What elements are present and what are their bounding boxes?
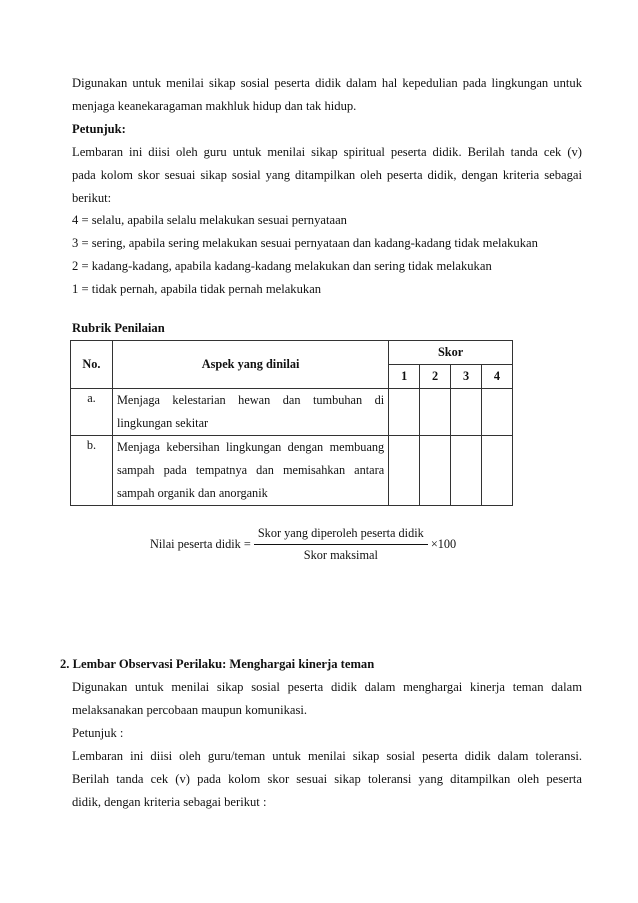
aspek-line: lingkungan sekitar xyxy=(116,416,209,430)
formula-lhs: Nilai peserta didik = xyxy=(150,537,251,551)
section2-line-1: Digunakan untuk menilai sikap sosial peserta didik dalam menghargai kinerja teman dalam xyxy=(72,680,582,694)
score-col-3: 3 xyxy=(451,365,482,389)
petunjuk-line-3: berikut: xyxy=(72,191,112,205)
score-cell[interactable] xyxy=(451,436,482,506)
score-cell[interactable] xyxy=(451,389,482,436)
row-aspek xyxy=(112,389,388,436)
score-cell[interactable] xyxy=(482,389,513,436)
petunjuk-line-1: Lembaran ini diisi oleh guru untuk menilai sikap spiritual peserta didik. Berilah tanda cek (v) xyxy=(72,145,582,159)
aspek-line: sampah organik dan anorganik xyxy=(116,486,268,500)
score-cell[interactable] xyxy=(420,389,451,436)
intro-line-1: Digunakan untuk menilai sikap sosial peserta didik dalam hal kepedulian pada lingkungan untuk xyxy=(72,76,582,90)
row-no: a. xyxy=(71,389,113,436)
score-cell[interactable] xyxy=(420,436,451,506)
petunjuk-line-2: pada kolom skor sesuai sikap sosial yang ditampilkan oleh peserta didik, dengan kriteria sebagai xyxy=(72,168,582,182)
section2-petunjuk-line-2: Berilah tanda cek (v) pada kolom skor sesuai sikap toleransi yang ditampilkan oleh peserta xyxy=(72,772,582,786)
section2-heading: 2. Lembar Observasi Perilaku: Menghargai kinerja teman xyxy=(60,657,375,671)
criteria-1: 1 = tidak pernah, apabila tidak pernah melakukan xyxy=(72,282,322,296)
section2-petunjuk-line-3: didik, dengan kriteria sebagai berikut : xyxy=(72,795,267,809)
rubrik-heading: Rubrik Penilaian xyxy=(72,321,165,335)
rubrik-table xyxy=(70,340,513,506)
row-aspek xyxy=(112,436,388,506)
criteria-3: 3 = sering, apabila sering melakukan sesuai pernyataan dan kadang-kadang tidak melakukan xyxy=(72,236,538,250)
petunjuk-heading: Petunjuk: xyxy=(72,122,126,136)
table-row xyxy=(71,389,513,436)
score-cell[interactable] xyxy=(482,436,513,506)
section2-petunjuk-line-1: Lembaran ini diisi oleh guru/teman untuk menilai sikap sosial peserta didik dalam toleransi. xyxy=(72,749,582,763)
section2-line-2: melaksanakan percobaan maupun komunikasi. xyxy=(72,703,308,717)
score-cell[interactable] xyxy=(389,436,420,506)
header-aspek: Aspek yang dinilai xyxy=(112,341,388,389)
score-formula xyxy=(150,526,456,563)
formula-denominator: Skor maksimal xyxy=(303,548,378,562)
criteria-4: 4 = selalu, apabila selalu melakukan sesuai pernyataan xyxy=(72,213,347,227)
aspek-line: Menjaga kebersihan lingkungan dengan membuang xyxy=(116,440,385,454)
formula-fraction xyxy=(254,526,428,563)
formula-numerator: Skor yang diperoleh peserta didik xyxy=(254,526,428,545)
aspek-line: sampah pada tempatnya dan memisahkan antara xyxy=(116,463,385,477)
header-skor: Skor xyxy=(389,341,513,365)
score-col-2: 2 xyxy=(420,365,451,389)
section2-petunjuk-heading: Petunjuk : xyxy=(72,726,124,740)
score-col-4: 4 xyxy=(482,365,513,389)
formula-multiplier: ×100 xyxy=(430,537,457,551)
score-cell[interactable] xyxy=(389,389,420,436)
intro-line-2: menjaga keanekaragaman makhluk hidup dan tak hidup. xyxy=(72,99,357,113)
header-no: No. xyxy=(71,341,113,389)
aspek-line: Menjaga kelestarian hewan dan tumbuhan di xyxy=(116,393,385,407)
score-col-1: 1 xyxy=(389,365,420,389)
table-row xyxy=(71,436,513,506)
criteria-2: 2 = kadang-kadang, apabila kadang-kadang melakukan dan sering tidak melakukan xyxy=(72,259,492,273)
row-no: b. xyxy=(71,436,113,506)
